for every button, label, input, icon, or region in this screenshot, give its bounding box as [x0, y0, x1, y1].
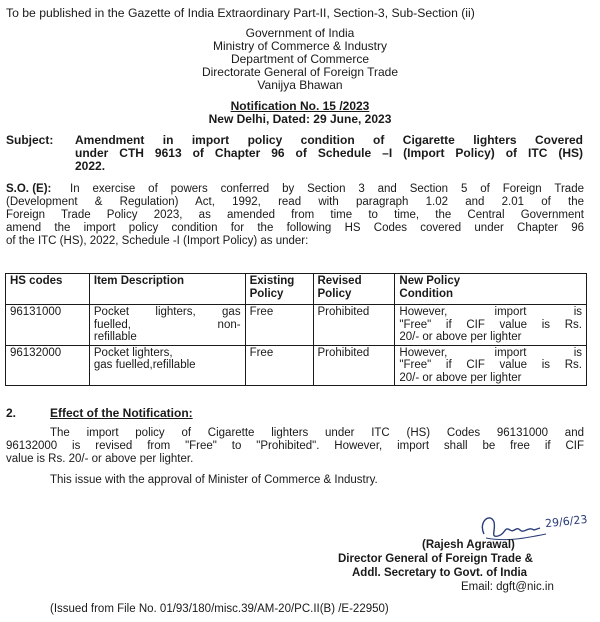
signatory-name: (Rajesh Agrawal) — [422, 539, 515, 551]
cell-policy-condition: However, import is "Free" if CIF value is Rs. 20/- or above per lighter — [395, 345, 587, 386]
cell-existing-policy: Free — [245, 345, 313, 386]
subject-line-2: under CTH 9613 of Chapter 96 of Schedule –I (Import Policy) of ITC (HS) — [75, 146, 583, 160]
cell-revised-policy: Prohibited — [313, 305, 395, 346]
issuer-directorate: Directorate General of Foreign Trade — [201, 65, 399, 79]
cell-revised-policy: Prohibited — [313, 345, 395, 386]
section-2-line-3: value is Rs. 20/- or above per lighter. — [6, 453, 194, 465]
cell-item-description: Pocket lighters, gas fuelled, non- refillable — [89, 305, 245, 346]
cell-item-description: Pocket lighters, gas fuelled,refillable — [89, 345, 245, 386]
header-new-policy-condition: New Policy Condition — [395, 274, 587, 305]
section-2-line-2: 96132000 is revised from "Free" to "Prohibited". However, import shall be free if CIF — [6, 440, 584, 452]
section-2-line-1: The import policy of Cigarette lighters under ITC (HS) Codes 96131000 and — [50, 427, 584, 439]
cell-policy-condition: However, import is "Free" if CIF value is Rs. 20/- or above per lighter — [395, 305, 587, 346]
signature-date: 29/6/23 — [544, 512, 588, 531]
section-2-heading: Effect of the Notification: — [50, 406, 193, 420]
approval-statement: This issue with the approval of Minister of Commerce & Industry. — [50, 474, 378, 486]
issuer-government: Government of India — [245, 26, 355, 40]
cell-hs-code: 96132000 — [6, 345, 90, 386]
so-line-2: (Development & Regulation) Act, 1992, read with paragraph 1.02 and 2.01 of the — [6, 196, 584, 208]
gazette-note: To be published in the Gazette of India Extraordinary Part-II, Section-3, Sub-Section (ii) — [6, 6, 475, 20]
issuer-building: Vanijya Bhawan — [257, 78, 343, 92]
notification-date: New Delhi, Dated: 29 June, 2023 — [208, 112, 392, 126]
file-reference: (Issued from File No. 01/93/180/misc.39/AM-20/PC.II(B) /E-22950) — [50, 603, 389, 615]
so-line-4: amend the import policy condition for the following HS Codes covered under Chapter 96 — [6, 222, 584, 234]
so-label: S.O. (E): — [6, 183, 52, 195]
notification-number: Notification No. 15 /2023 — [230, 99, 370, 113]
table-header-row — [6, 274, 587, 305]
so-line-1: In exercise of powers conferred by Section 3 and Section 5 of Foreign Trade — [70, 183, 584, 195]
header-existing-policy: Existing Policy — [245, 274, 313, 305]
header-item-description: Item Description — [89, 274, 245, 305]
so-line-3: Foreign Trade Policy 2023, as amended from time to time, the Central Government — [6, 209, 584, 221]
cell-existing-policy: Free — [245, 305, 313, 346]
section-2-number: 2. — [6, 406, 17, 420]
header-revised-policy: Revised Policy — [313, 274, 395, 305]
subject-line-3: 2022. — [75, 159, 106, 173]
cell-hs-code: 96131000 — [6, 305, 90, 346]
table-row — [6, 345, 587, 386]
so-line-5: of the ITC (HS), 2022, Schedule -I (Import Policy) as under: — [6, 235, 309, 247]
issuer-department: Department of Commerce — [230, 52, 370, 66]
issuer-ministry: Ministry of Commerce & Industry — [212, 39, 388, 53]
signatory-email: Email: dgft@nic.in — [461, 581, 554, 593]
signatory-title-1: Director General of Foreign Trade & — [338, 553, 533, 565]
table-row — [6, 305, 587, 346]
policy-table — [5, 273, 587, 386]
subject-label: Subject: — [6, 133, 54, 147]
subject-line-1: Amendment in import policy condition of Cigarette lighters Covered — [75, 133, 583, 147]
header-hs-codes: HS codes — [6, 274, 90, 305]
signatory-title-2: Addl. Secretary to Govt. of India — [352, 567, 528, 579]
